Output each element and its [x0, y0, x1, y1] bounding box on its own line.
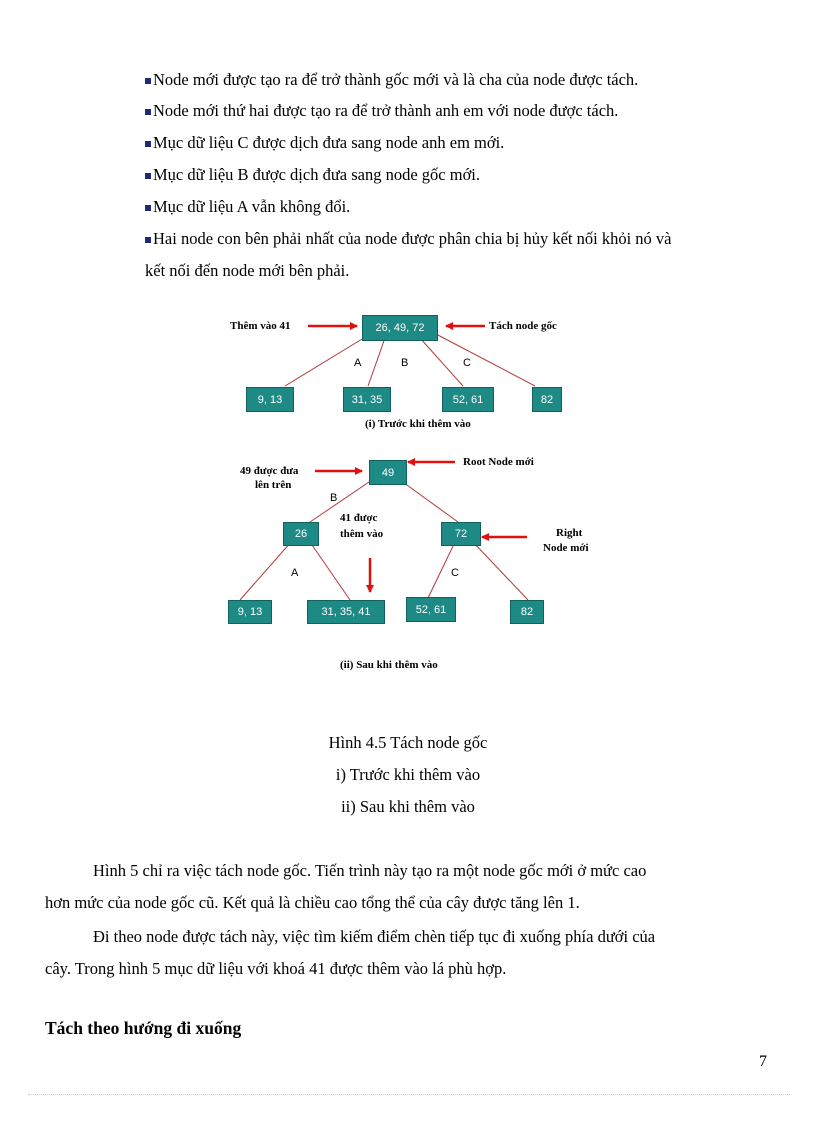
bullet-item: Mục dữ liệu A vẫn không đổi. — [145, 197, 350, 217]
tree-node: 26 — [283, 522, 319, 546]
edge-label: A — [354, 357, 362, 369]
paragraph-line: Hình 5 chỉ ra việc tách node gốc. Tiến trình này tạo ra một node gốc mới ở mức cao — [93, 861, 647, 880]
tree-node: 72 — [441, 522, 481, 546]
figure-caption-sub: i) Trước khi thêm vào — [335, 765, 481, 784]
tree-node: 52, 61 — [442, 387, 494, 412]
edge-label: C — [463, 357, 471, 369]
inserted-label: thêm vào — [340, 528, 384, 540]
new-right-label: Node mới — [543, 542, 589, 554]
section-heading: Tách theo hướng đi xuống — [45, 1018, 242, 1038]
tree-node-root: 49 — [369, 460, 407, 485]
tree-node: 9, 13 — [246, 387, 294, 412]
new-right-label: Right — [556, 527, 583, 539]
after-caption: (ii) Sau khi thêm vào — [340, 659, 438, 671]
footer-divider — [28, 1094, 790, 1095]
tree-node: 82 — [532, 387, 562, 412]
tree-node: 52, 61 — [406, 597, 456, 622]
edge-label: A — [291, 567, 299, 579]
paragraph-line: cây. Trong hình 5 mục dữ liệu với khoá 41 được thêm vào lá phù hợp. — [45, 959, 507, 978]
new-root-label: Root Node mới — [463, 456, 534, 468]
before-caption: (i) Trước khi thêm vào — [365, 418, 471, 430]
page-number: 7 — [759, 1053, 767, 1070]
tree-node: 31, 35, 41 — [307, 600, 385, 624]
bullet-continuation: kết nối đến node mới bên phải. — [145, 261, 350, 280]
tree-node-root: 26, 49, 72 — [362, 315, 438, 341]
promoted-label: 49 được đưa — [240, 465, 299, 477]
paragraph-line: Đi theo node được tách này, việc tìm kiếm điểm chèn tiếp tục đi xuống phía dưới của — [93, 927, 656, 946]
paragraph-line: hơn mức của node gốc cũ. Kết quả là chiều cao tổng thể của cây được tăng lên 1. — [45, 893, 580, 912]
bullet-item: Mục dữ liệu C được dịch đưa sang node anh em mới. — [145, 133, 504, 153]
bullet-item: Node mới được tạo ra để trở thành gốc mới và là cha của node được tách. — [145, 70, 638, 90]
tree-node: 31, 35 — [343, 387, 391, 412]
promoted-label: lên trên — [255, 479, 292, 491]
insert-41-label: Thêm vào 41 — [230, 320, 291, 332]
tree-node: 82 — [510, 600, 544, 624]
bullet-item: Node mới thứ hai được tạo ra để trở thành anh em với node được tách. — [145, 101, 618, 121]
edge-label: B — [330, 492, 338, 504]
bullet-item: Mục dữ liệu B được dịch đưa sang node gốc mới. — [145, 165, 480, 185]
edge-label: C — [451, 567, 459, 579]
figure-caption: Hình 4.5 Tách node gốc — [328, 733, 488, 752]
figure-caption-sub: ii) Sau khi thêm vào — [341, 797, 475, 816]
edge-label: B — [401, 357, 409, 369]
inserted-label: 41 được — [340, 512, 378, 524]
split-root-label: Tách node gốc — [489, 320, 557, 332]
bullet-item: Hai node con bên phải nhất của node được phân chia bị hủy kết nối khỏi nó và — [145, 229, 672, 249]
tree-node: 9, 13 — [228, 600, 272, 624]
